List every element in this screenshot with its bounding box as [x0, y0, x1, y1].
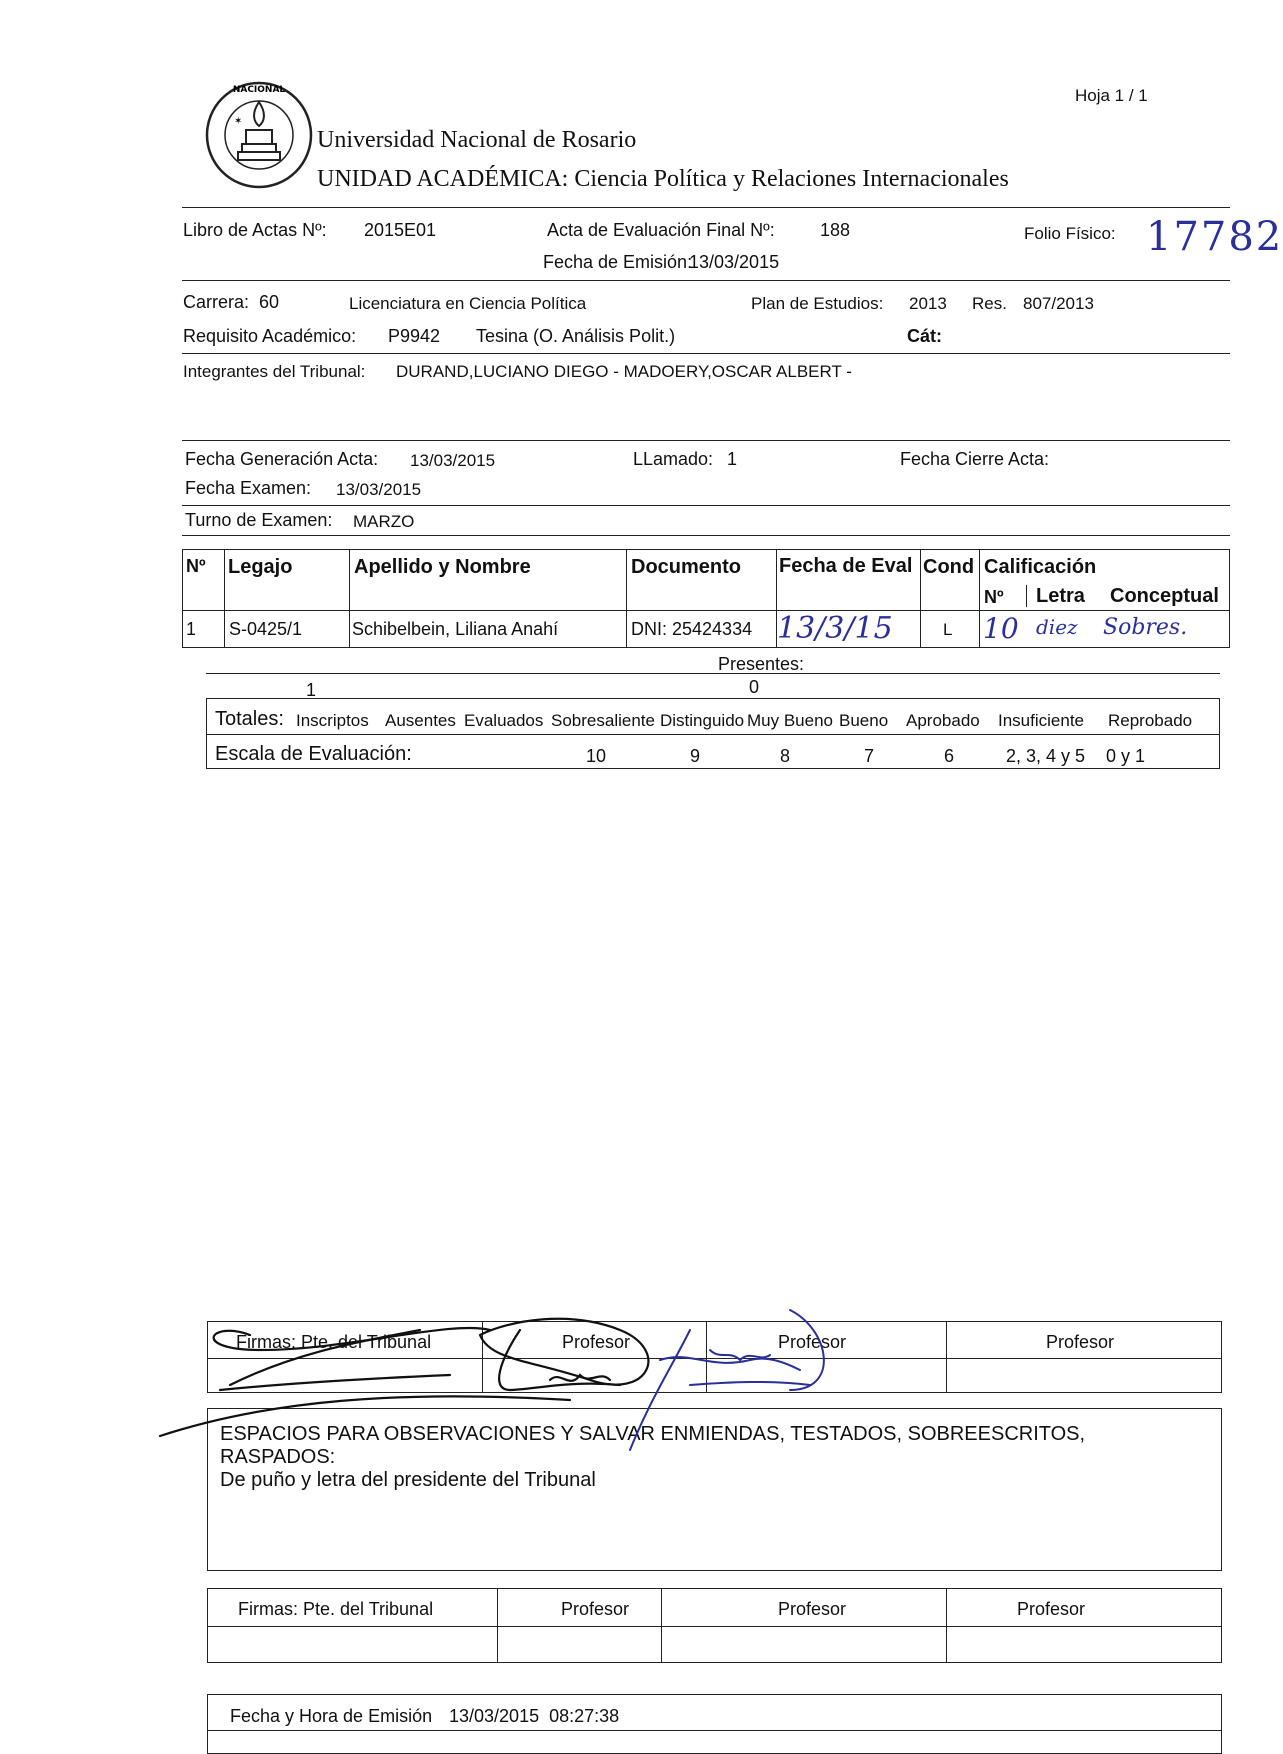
university-seal-logo: [204, 80, 314, 190]
folio-label: Folio Físico:: [1024, 224, 1116, 243]
header-fecha-eval: Fecha de Eval: [779, 555, 913, 577]
escala-sobresaliente: 10: [586, 746, 607, 766]
header-nombre: Apellido y Nombre: [354, 556, 531, 578]
header-calificacion: Calificación: [984, 556, 1097, 578]
col-insuficiente: Insuficiente: [998, 711, 1084, 730]
col-evaluados: Evaluados: [464, 711, 544, 730]
row-nombre: Schibelbein, Liliana Anahí: [352, 619, 559, 639]
plan-value: 2013: [909, 294, 947, 313]
fecha-examen-label: Fecha Examen:: [185, 478, 312, 498]
firma-bottom-presidente: Firmas: Pte. del Tribunal: [238, 1599, 434, 1619]
carrera-code: 60: [259, 292, 280, 312]
requisito-label: Requisito Académico:: [183, 326, 357, 346]
fecha-generacion-value: 13/03/2015: [410, 451, 496, 470]
llamado-value: 1: [727, 449, 738, 469]
svg-text:NACIONAL: NACIONAL: [232, 85, 286, 95]
turno-label: Turno de Examen:: [185, 510, 333, 530]
header-documento: Documento: [631, 556, 741, 578]
escala-distinguido: 9: [690, 746, 701, 766]
res-value: 807/2013: [1023, 294, 1094, 313]
turno-value: MARZO: [353, 512, 415, 531]
fecha-hora-emision-value: 13/03/2015 08:27:38: [449, 1706, 620, 1726]
firma-top-profesor-3: Profesor: [1046, 1332, 1115, 1352]
llamado-label: LLamado:: [633, 449, 714, 469]
carrera-name: Licenciatura en Ciencia Política: [349, 294, 587, 313]
tribunal-members: DURAND,LUCIANO DIEGO - MADOERY,OSCAR ALBERT -: [396, 362, 852, 381]
observaciones-title: ESPACIOS PARA OBSERVACIONES Y SALVAR ENMIENDAS, TESTADOS, SOBREESCRITOS,: [220, 1423, 1086, 1445]
col-muy-bueno: Muy Bueno: [747, 711, 833, 730]
handwritten-signatures: [150, 1290, 950, 1470]
escala-label: Escala de Evaluación:: [215, 743, 412, 765]
page-number: Hoja 1 / 1: [1075, 86, 1148, 105]
header-cal-conceptual: Conceptual: [1110, 585, 1219, 607]
row-cond: L: [943, 620, 953, 639]
observaciones-note: De puño y letra del presidente del Tribunal: [220, 1469, 596, 1491]
fecha-emision-value: 13/03/2015: [689, 252, 780, 272]
firma-top-profesor-1: Profesor: [562, 1332, 631, 1352]
col-ausentes: Ausentes: [385, 711, 456, 730]
col-bueno: Bueno: [839, 711, 889, 730]
ausentes-value: 0: [749, 677, 760, 697]
firma-top-profesor-2: Profesor: [778, 1332, 847, 1352]
row-documento: DNI: 25424334: [631, 619, 753, 639]
fecha-hora-emision-label: Fecha y Hora de Emisión: [230, 1706, 433, 1726]
fecha-examen-value: 13/03/2015: [336, 480, 422, 499]
header-cal-letra: Letra: [1036, 585, 1085, 607]
acta-nro-value: 188: [820, 220, 851, 240]
materia-name: Tesina (O. Análisis Polit.): [476, 326, 676, 346]
cat-label: Cát:: [907, 326, 942, 346]
acta-nro-label: Acta de Evaluación Final Nº:: [547, 220, 775, 240]
escala-muy-bueno: 8: [780, 746, 791, 766]
firma-top-presidente: Firmas: Pte. del Tribunal: [236, 1332, 432, 1352]
escala-aprobado: 6: [944, 746, 955, 766]
header-legajo: Legajo: [228, 556, 293, 578]
col-reprobado: Reprobado: [1108, 711, 1193, 730]
row-fecha-eval-handwritten: 13/3/15: [777, 611, 893, 646]
libro-actas-value: 2015E01: [364, 220, 437, 240]
row-legajo: S-0425/1: [229, 619, 303, 639]
col-inscriptos: Inscriptos: [296, 711, 369, 730]
row-nro: 1: [186, 619, 197, 639]
tribunal-label: Integrantes del Tribunal:: [183, 362, 366, 381]
academic-unit: UNIDAD ACADÉMICA: Ciencia Política y Relaciones Internacionales: [317, 166, 1009, 192]
header-nro: Nº: [186, 556, 206, 576]
escala-reprobado: 0 y 1: [1106, 746, 1146, 766]
fecha-cierre-label: Fecha Cierre Acta:: [900, 449, 1050, 469]
presentes-label: Presentes:: [718, 654, 805, 674]
col-aprobado: Aprobado: [906, 711, 980, 730]
firma-bottom-profesor-3: Profesor: [1017, 1599, 1086, 1619]
totales-label: Totales:: [215, 708, 284, 730]
header-cond: Cond: [923, 556, 975, 578]
col-distinguido: Distinguido: [660, 711, 745, 730]
libro-actas-label: Libro de Actas Nº:: [183, 220, 327, 240]
fecha-emision-label: Fecha de Emisión:: [543, 252, 693, 272]
fecha-generacion-label: Fecha Generación Acta:: [185, 449, 379, 469]
svg-text:✶: ✶: [234, 116, 243, 127]
requisito-value: P9942: [388, 326, 441, 346]
row-cal-letra-handwritten: diez: [1036, 615, 1078, 639]
row-cal-nro-handwritten: 10: [983, 612, 1019, 645]
escala-bueno: 7: [864, 746, 875, 766]
col-sobresaliente: Sobresaliente: [551, 711, 655, 730]
header-cal-nro: Nº: [984, 587, 1004, 607]
observaciones-title-2: RASPADOS:: [220, 1446, 336, 1468]
row-cal-conceptual-handwritten: Sobres.: [1103, 615, 1188, 640]
folio-handwritten: 17782: [1146, 214, 1283, 260]
inscriptos-value: 1: [306, 680, 317, 700]
university-name: Universidad Nacional de Rosario: [317, 127, 637, 153]
escala-insuficiente: 2, 3, 4 y 5: [1006, 746, 1086, 766]
carrera-label: Carrera:: [183, 292, 250, 312]
plan-label: Plan de Estudios:: [751, 294, 884, 313]
firma-bottom-profesor-2: Profesor: [778, 1599, 847, 1619]
firma-bottom-profesor-1: Profesor: [561, 1599, 630, 1619]
res-label: Res.: [972, 294, 1007, 313]
